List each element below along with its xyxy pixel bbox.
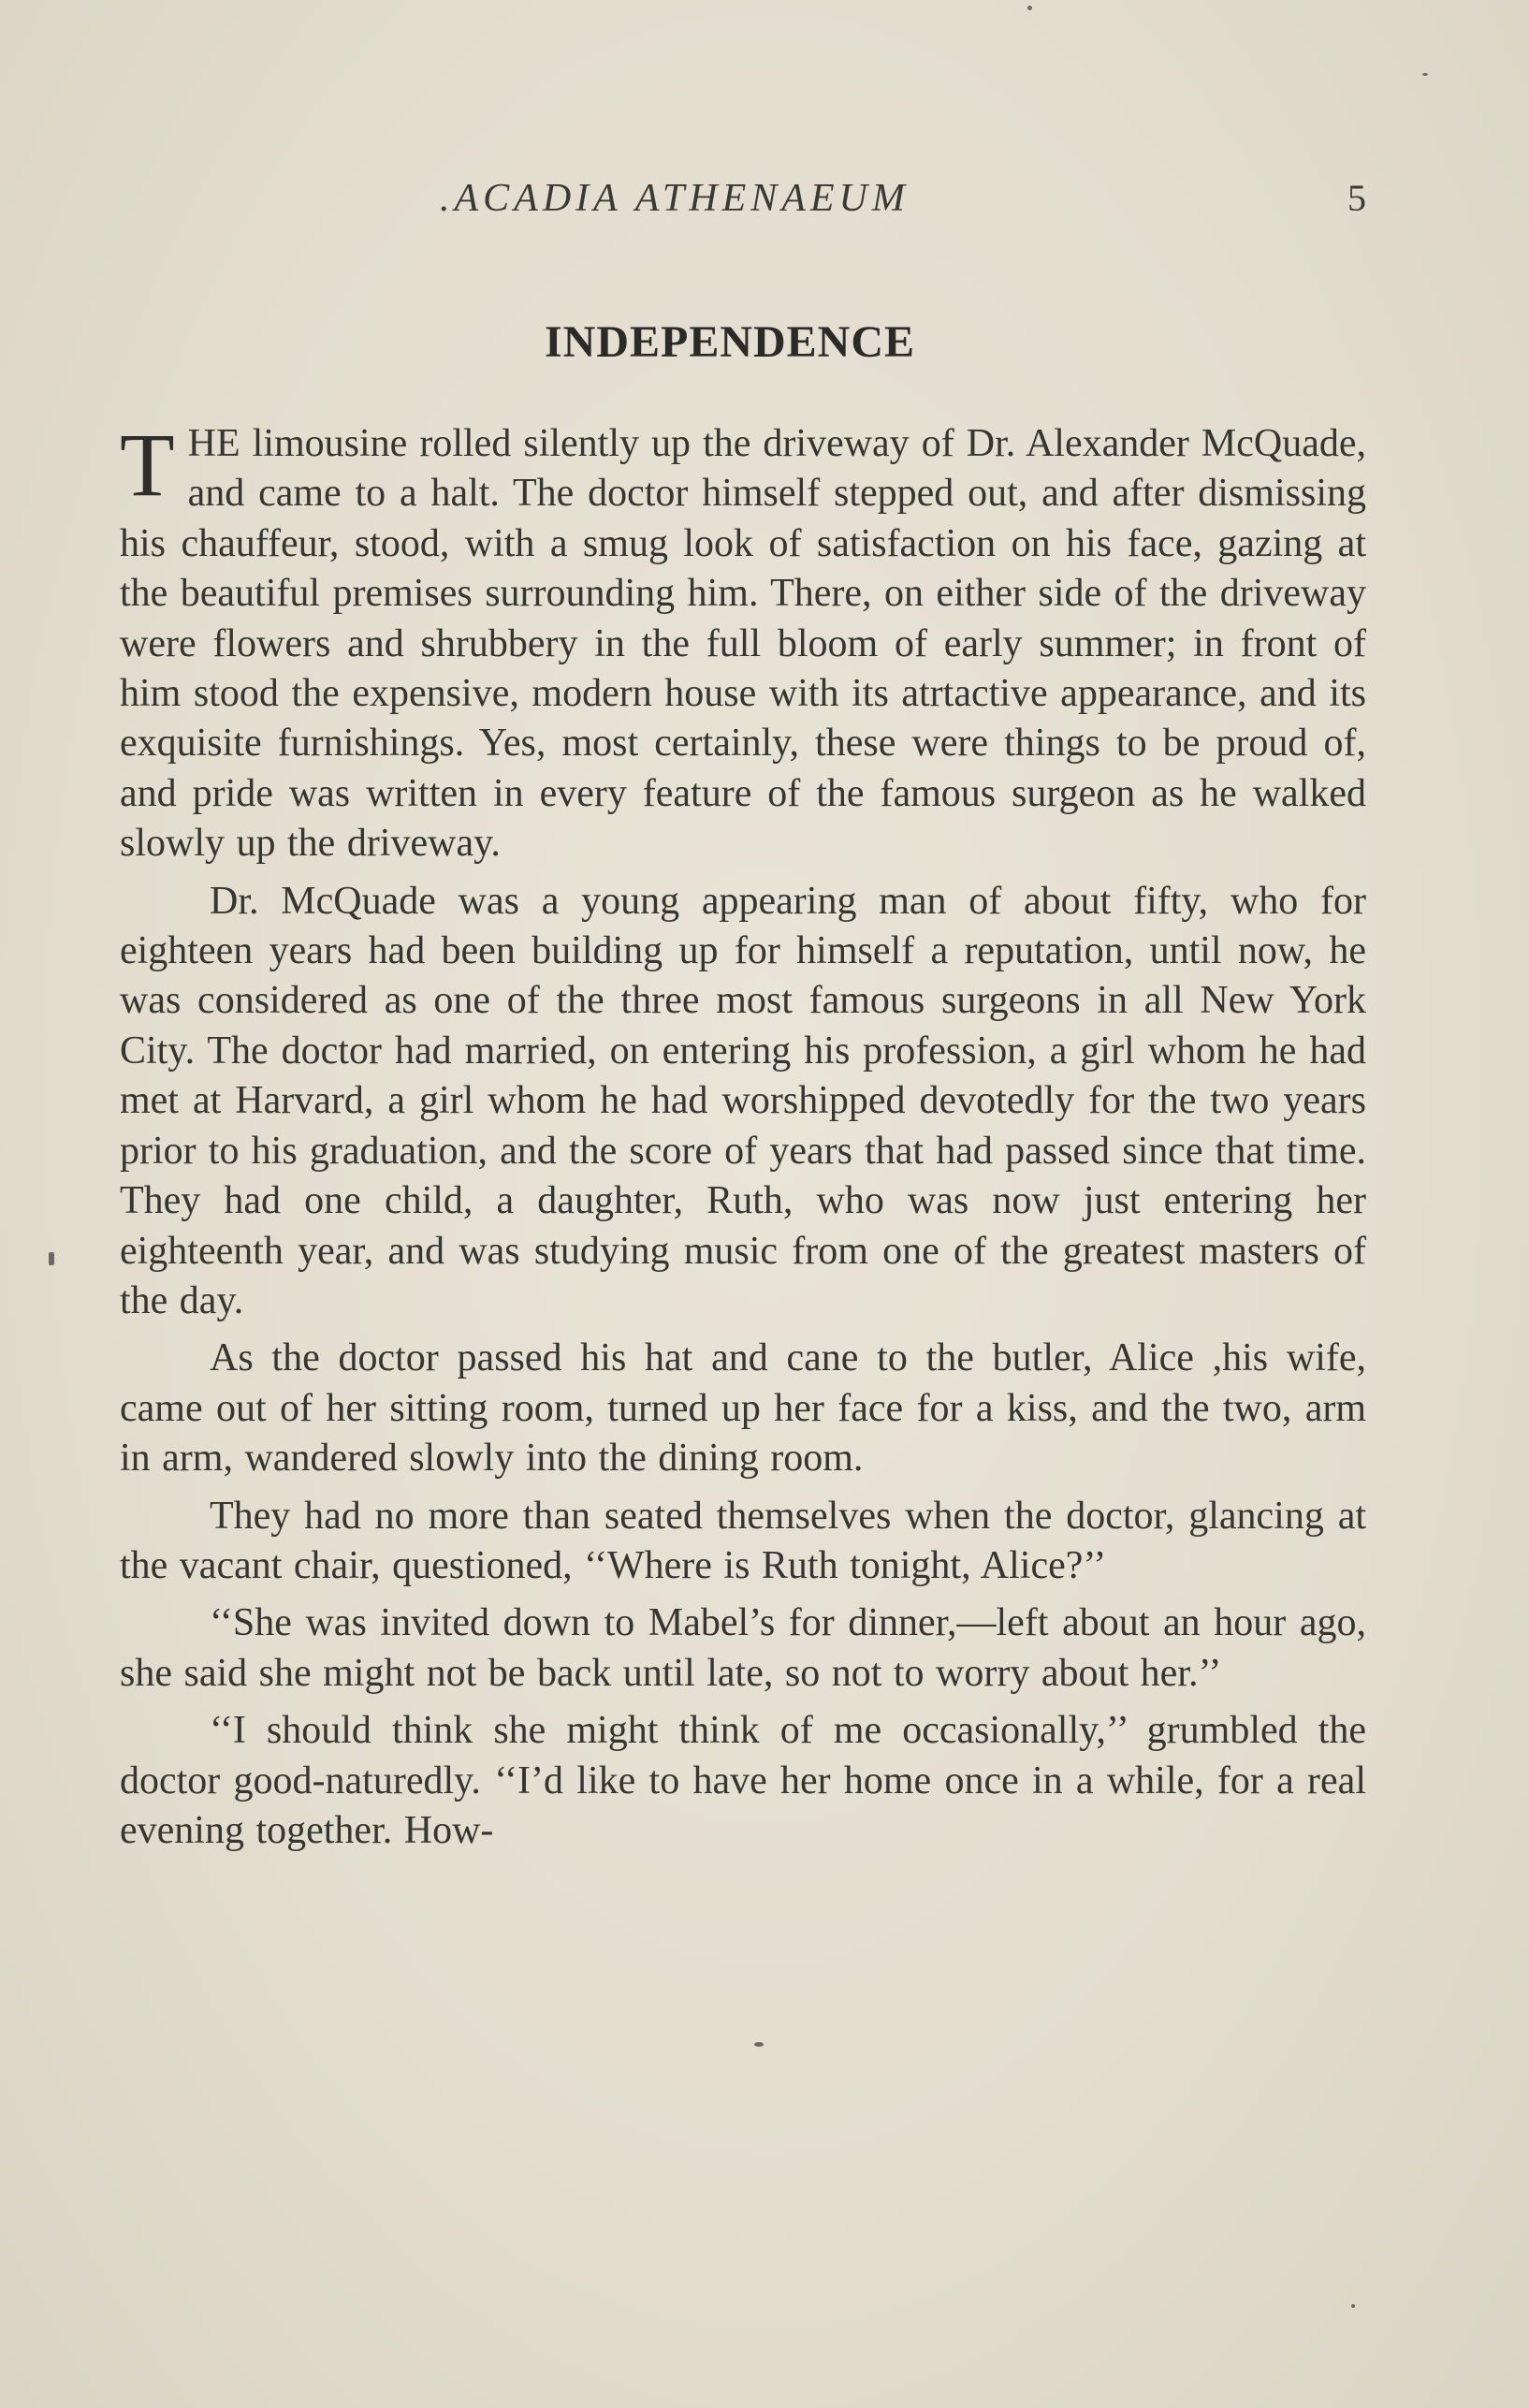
paragraph-2: Dr. McQuade was a young appearing man of about fifty, who for eighteen years had been building up for himself a reputation, until now, he was considered as one of the three most famous surgeons in all New York City. The doctor had married, on entering his profession, a girl whom he had met at Harvard, a girl whom he had worshipped devotedly for the two years prior to his graduation, and the score of years that had passed since that time. They had one child, a daughter, Ruth, who was now just entering her eighteenth year, and was studying music from one of the greatest masters of the day.	[120, 879, 1366, 1322]
paper-speck	[1422, 73, 1428, 76]
paper-speck	[1027, 6, 1032, 10]
paragraph-3: As the doctor passed his hat and cane to the butler, Alice ,his wife, came out of her sitting room, turned up her face for a kiss, and the two, arm in arm, wandered slowly into the dining room.	[120, 1336, 1366, 1481]
article-body	[120, 415, 1366, 1863]
paragraph-5: ‘‘She was invited down to Mabel’s for dinner,—left about an hour ago, she said she might not be back until late, so not to worry about her.’’	[120, 1601, 1366, 1695]
paper-speck	[1351, 2304, 1355, 2308]
running-head	[120, 176, 1366, 232]
paragraph-1	[120, 415, 1366, 869]
paragraph-1-text: HE limousine rolled silently up the driveway of Dr. Alexander McQuade, and came to a halt. The doctor himself stepped out, and after dismissing his chauffeur, stood, with a smug look of satisfaction on his face, gazing at the beautiful premises surrounding him. There, on either side of the driveway were flowers and shrubbery in the full bloom of early summer; in front of him stood the expensive, modern house with its atrtactive appearance, and its exquisite furnishings. Yes, most certainly, these were things to be proud of, and pride was written in every feature of the famous surgeon as he walked slowly up the driveway.	[120, 422, 1366, 866]
paragraph-4: They had no more than seated themselves when the doctor, glancing at the vacant chair, questioned, ‘‘Where is Ruth tonight, Alice?’’	[120, 1494, 1366, 1587]
paper-speck	[754, 2042, 764, 2047]
paragraph-6: ‘‘I should think she might think of me occasionally,’’ grumbled the doctor good-naturedly. ‘‘I’d like to have her home once in a while, for a real evening together. How-	[120, 1709, 1366, 1852]
article-title: INDEPENDENCE	[544, 317, 916, 367]
paper-speck	[49, 1252, 54, 1265]
drop-cap: T	[120, 415, 175, 515]
page-number: 5	[1347, 177, 1366, 219]
journal-title: .ACADIA ATHENAEUM	[440, 177, 910, 220]
